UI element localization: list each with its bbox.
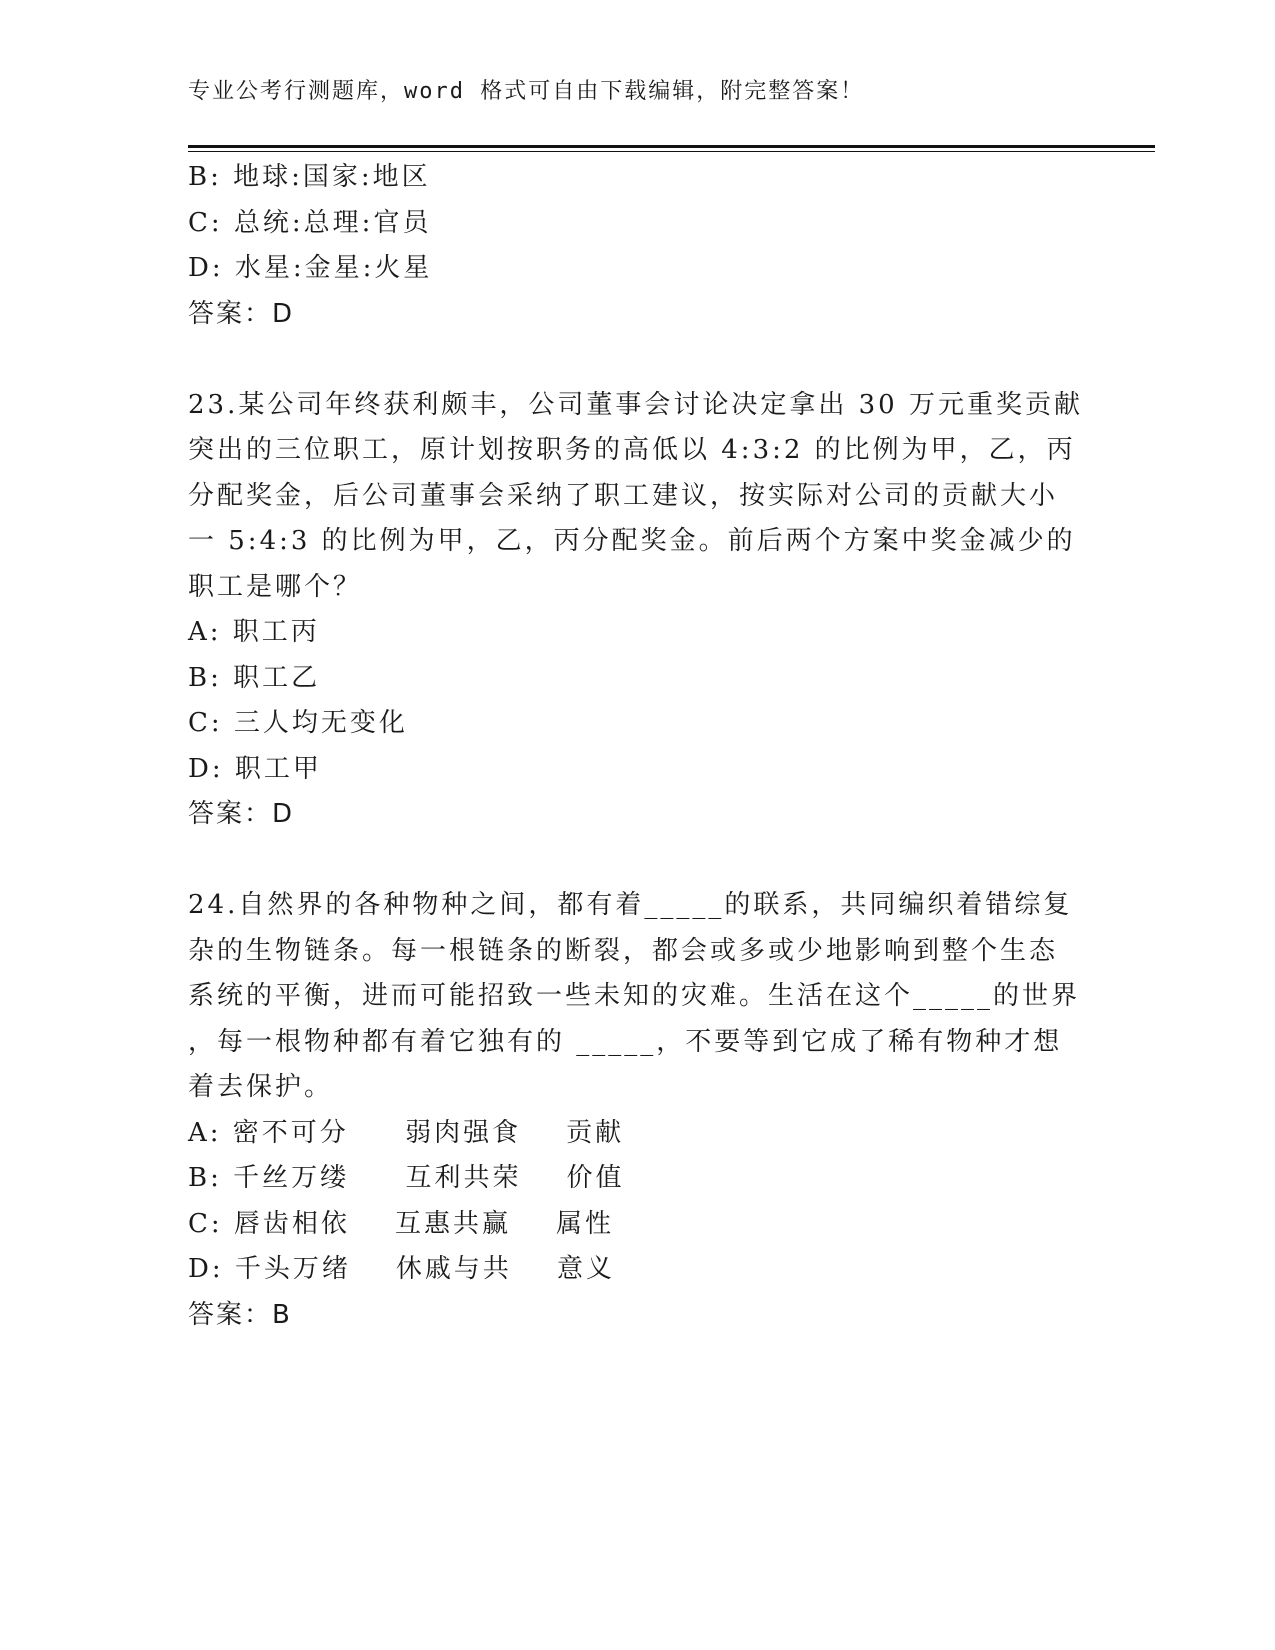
question-stem-line: 杂的生物链条。每一根链条的断裂，都会或多或少地影响到整个生态 [188, 935, 1059, 966]
answer-line: 答案：D [188, 799, 295, 829]
document-body [188, 155, 1088, 1338]
header-divider-thick [188, 145, 1155, 148]
question-stem-line: ，每一根物种都有着它独有的 _____，不要等到它成了稀有物种才想 [188, 1026, 1063, 1057]
option-c: C: 总统:总理:官员 [188, 207, 432, 238]
question-stem-line: 一 5:4:3 的比例为甲，乙，丙分配奖金。前后两个方案中奖金减少的 [188, 526, 1076, 556]
header-divider-thin [188, 151, 1155, 152]
question-22-tail [188, 155, 1088, 337]
option-d: D: 水星:金星:火星 [188, 253, 433, 283]
question-stem-line: 分配奖金，后公司董事会采纳了职工建议，按实际对公司的贡献大小 [188, 480, 1059, 511]
answer-line: 答案：B [188, 1299, 292, 1330]
option-b: B: 职工乙 [188, 662, 321, 693]
option-c: C: 三人均无变化 [188, 708, 408, 738]
spacer [188, 838, 1088, 884]
option-b: B: 千丝万缕 互利共荣 价值 [188, 1163, 625, 1193]
option-d: D: 千头万绪 休戚与共 意义 [188, 1254, 615, 1284]
question-24 [188, 883, 1088, 1338]
option-a: A: 密不可分 弱肉强食 贡献 [188, 1117, 625, 1148]
spacer [188, 337, 1088, 383]
question-stem-line: 24.自然界的各种物种之间，都有着_____的联系，共同编织着错综复 [188, 890, 1073, 920]
question-stem-line: 系统的平衡，进而可能招致一些未知的灾难。生活在这个_____的世界 [188, 981, 1081, 1011]
question-stem-line: 突出的三位职工，原计划按职务的高低以 4:3:2 的比例为甲，乙，丙 [188, 435, 1076, 465]
question-stem-line: 着去保护。 [188, 1072, 334, 1102]
answer-line: 答案：D [188, 298, 295, 329]
option-d: D: 职工甲 [188, 753, 322, 784]
option-a: A: 职工丙 [188, 617, 320, 647]
option-c: C: 唇齿相依 互惠共赢 属性 [188, 1208, 615, 1239]
option-b: B: 地球:国家:地区 [188, 162, 431, 192]
question-23 [188, 383, 1088, 838]
page-header-title: 专业公考行测题库，word 格式可自由下载编辑，附完整答案！ [188, 79, 865, 104]
question-stem-line: 职工是哪个？ [188, 571, 363, 602]
question-stem-line: 23.某公司年终获利颇丰，公司董事会讨论决定拿出 30 万元重奖贡献 [188, 389, 1083, 420]
